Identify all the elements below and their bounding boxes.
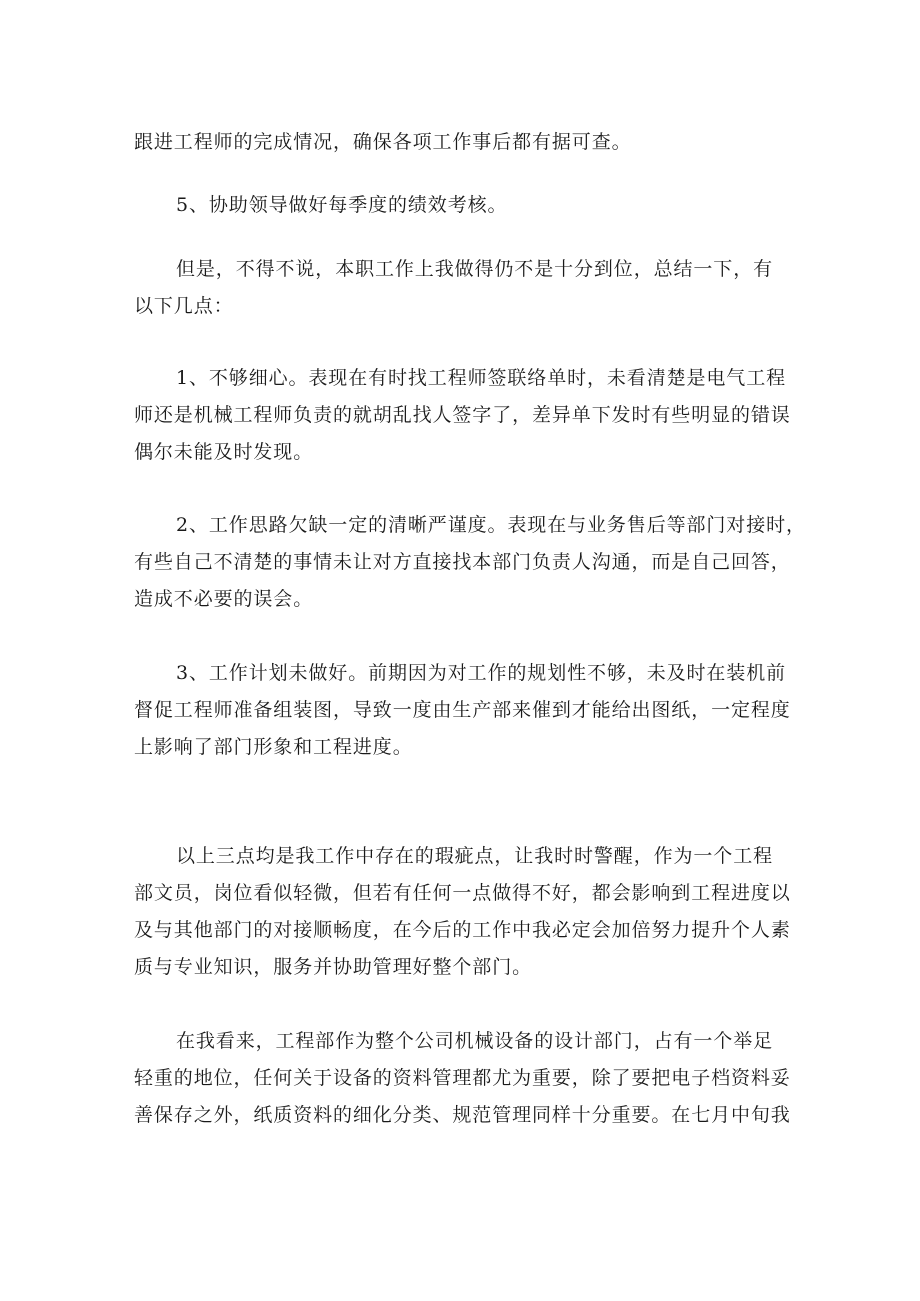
- paragraph-line: 有些自己不清楚的事情未让对方直接找本部门负责人沟通，而是自己回答，: [134, 551, 791, 573]
- paragraph-line: 5、协助领导做好每季度的绩效考核。: [176, 194, 508, 216]
- paragraph-line: 偶尔未能及时发现。: [134, 441, 314, 463]
- paragraph-line: 上影响了部门形象和工程进度。: [134, 736, 413, 758]
- paragraph-line: 善保存之外，纸质资料的细化分类、规范管理同样十分重要。在七月中旬我: [134, 1104, 791, 1126]
- paragraph-line: 1、不够细心。表现在有时找工程师签联络单时，未看清楚是电气工程: [176, 367, 786, 389]
- paragraph-item-5: [134, 187, 794, 224]
- paragraph-line: 质与专业知识，服务并协助管理好整个部门。: [134, 956, 533, 978]
- paragraph-line: 造成不必要的误会。: [134, 588, 314, 610]
- paragraph-engineering-dept: [134, 1023, 794, 1134]
- paragraph-line: 跟进工程师的完成情况，确保各项工作事后都有据可查。: [134, 131, 632, 153]
- paragraph-line: 轻重的地位，任何关于设备的资料管理都尤为重要，除了要把电子档资料妥: [134, 1067, 791, 1089]
- paragraph-point-1: [134, 360, 794, 471]
- paragraph-summary-intro: [134, 251, 794, 325]
- paragraph-continuation: [134, 124, 794, 161]
- paragraph-line: 在我看来，工程部作为整个公司机械设备的设计部门，占有一个举足: [176, 1030, 774, 1052]
- paragraph-point-2: [134, 507, 806, 618]
- paragraph-line: 3、工作计划未做好。前期因为对工作的规划性不够，未及时在装机前: [176, 662, 786, 684]
- paragraph-line: 以上三点均是我工作中存在的瑕疵点，让我时时警醒，作为一个工程: [176, 845, 774, 867]
- paragraph-line: 督促工程师准备组装图，导致一度由生产部来催到才能给出图纸，一定程度: [134, 699, 791, 721]
- paragraph-point-3: [134, 655, 794, 766]
- paragraph-line: 但是，不得不说，本职工作上我做得仍不是十分到位，总结一下，有: [176, 258, 774, 280]
- paragraph-line: 以下几点：: [134, 295, 234, 317]
- paragraph-reflection: [134, 838, 794, 986]
- paragraph-line: 师还是机械工程师负责的就胡乱找人签字了，差异单下发时有些明显的错误: [134, 404, 791, 426]
- paragraph-line: 2、工作思路欠缺一定的清晰严谨度。表现在与业务售后等部门对接时，: [176, 514, 806, 536]
- paragraph-line: 及与其他部门的对接顺畅度，在今后的工作中我必定会加倍努力提升个人素: [134, 919, 791, 941]
- paragraph-line: 部文员，岗位看似轻微，但若有任何一点做得不好，都会影响到工程进度以: [134, 882, 791, 904]
